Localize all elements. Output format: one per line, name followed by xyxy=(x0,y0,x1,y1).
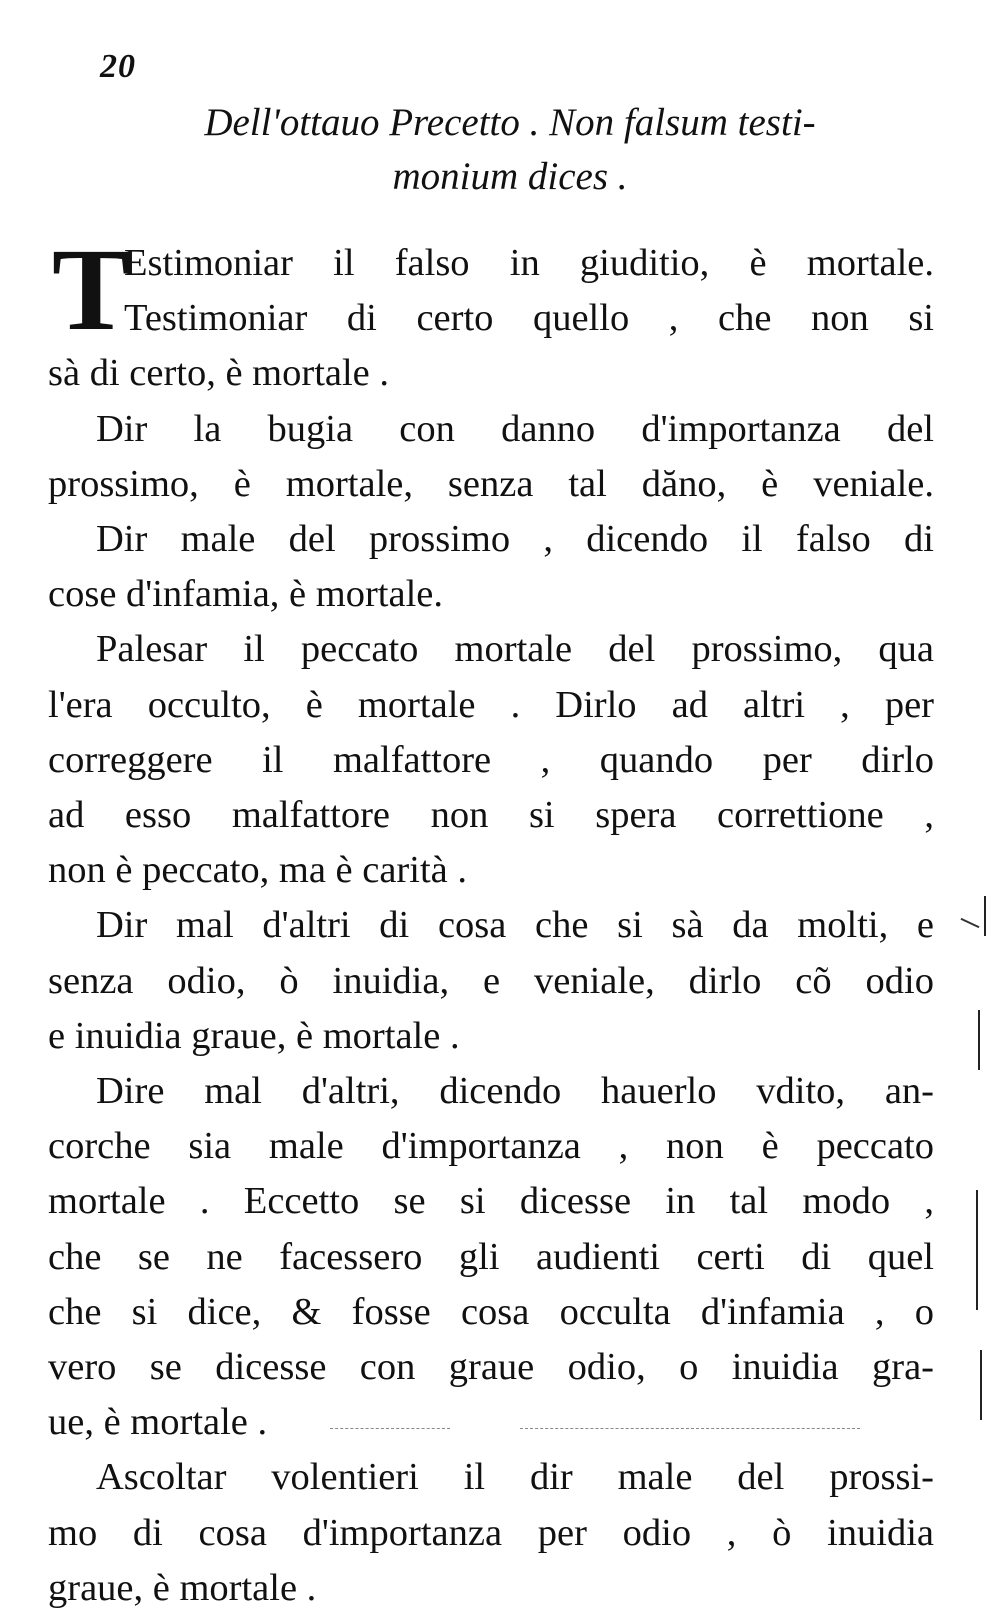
bottom-faded-rule xyxy=(520,1428,860,1430)
text-line: ue, è mortale . xyxy=(48,1401,268,1444)
bottom-faded-rule xyxy=(330,1428,450,1430)
text-line: correggere il malfattore , quando per dirlo xyxy=(48,738,934,781)
text-line: sà di certo, è mortale . xyxy=(48,352,390,395)
text-line: corche sia male d'importanza , non è peccato xyxy=(48,1125,934,1168)
margin-scan-tick xyxy=(961,918,980,928)
text-line: Dir male del prossimo , dicendo il falso di xyxy=(96,518,934,561)
body-text xyxy=(48,224,934,1616)
text-line: vero se dicesse con graue odio, o inuidia gra- xyxy=(48,1346,934,1389)
text-line: graue, è mortale . xyxy=(48,1566,317,1609)
text-line: ad esso malfattore non si spera correttione , xyxy=(48,794,934,837)
text-line: che se ne facessero gli audienti certi di quel xyxy=(48,1235,934,1278)
text-line: e inuidia graue, è mortale . xyxy=(48,1014,460,1057)
text-line: l'era occulto, è mortale . Dirlo ad altri , per xyxy=(48,683,934,726)
text-line: Dir la bugia con danno d'importanza del xyxy=(96,407,934,450)
text-line: senza odio, ò inuidia, e veniale, dirlo cõ odio xyxy=(48,959,934,1002)
chapter-heading xyxy=(90,96,930,204)
margin-scan-mark xyxy=(978,1010,980,1070)
margin-scan-mark xyxy=(976,1190,978,1310)
text-line: cose d'infamia, è mortale. xyxy=(48,573,443,616)
text-line: Testimoniar di certo quello , che non si xyxy=(124,297,934,340)
text-line: mo di cosa d'importanza per odio , ò inuidia xyxy=(48,1511,934,1554)
text-line: che si dice, & fosse cosa occulta d'infamia , o xyxy=(48,1290,934,1333)
margin-scan-mark xyxy=(980,1350,982,1420)
text-line: Palesar il peccato mortale del prossimo, qua xyxy=(96,628,934,671)
heading-line-1: Dell'ottauo Precetto . Non falsum testi- xyxy=(204,101,816,144)
text-line: Ascoltar volentieri il dir male del prossi- xyxy=(96,1456,934,1499)
drop-cap: T xyxy=(52,224,131,355)
text-line: Estimoniar il falso in giuditio, è mortale. xyxy=(124,242,934,284)
text-line: prossimo, è mortale, senza tal dăno, è veniale. xyxy=(48,462,934,505)
text-line: mortale . Eccetto se si dicesse in tal modo , xyxy=(48,1180,934,1223)
first-paragraph-opening xyxy=(48,224,934,355)
text-line: Dire mal d'altri, dicendo hauerlo vdito, an- xyxy=(96,1070,934,1113)
margin-scan-mark xyxy=(984,896,986,936)
page-number: 20 xyxy=(100,48,136,85)
heading-line-2: monium dices . xyxy=(392,155,628,198)
text-line: Dir mal d'altri di cosa che si sà da molti, e xyxy=(96,904,934,947)
text-line: non è peccato, ma è carità . xyxy=(48,849,467,892)
